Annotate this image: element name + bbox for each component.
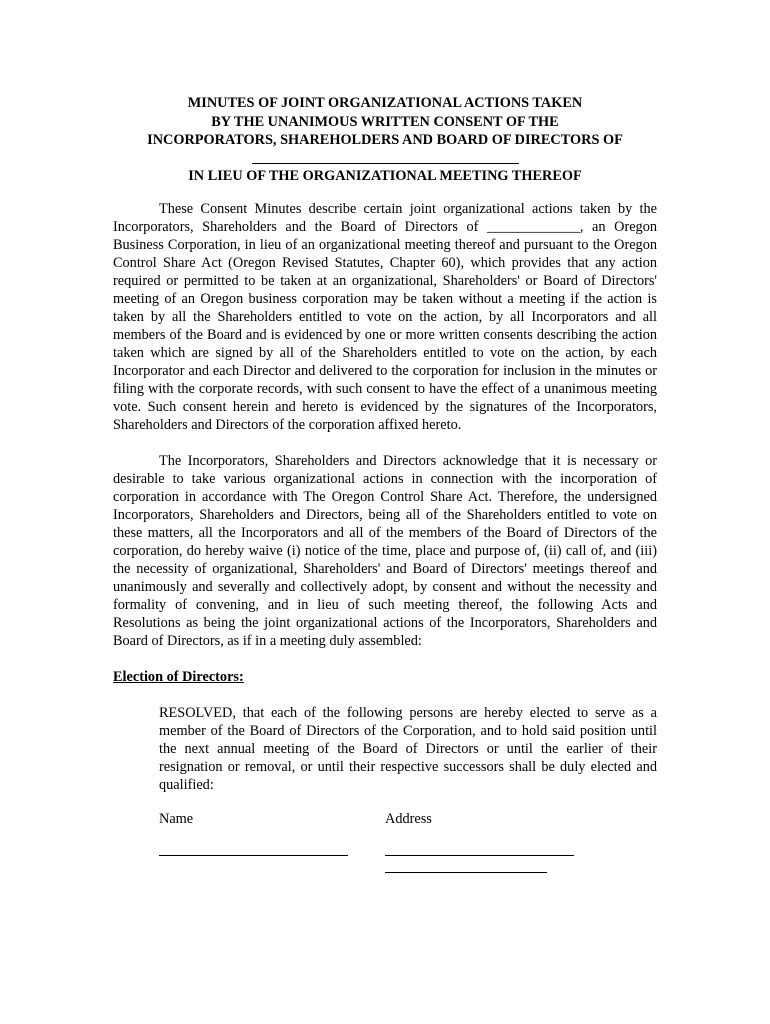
title-line-3: INCORPORATORS, SHAREHOLDERS AND BOARD OF DIRECTORS OF [147, 132, 623, 148]
name-column-label: Name [159, 810, 194, 827]
document-title [113, 94, 657, 150]
name-blank-line[interactable] [159, 855, 348, 856]
resolution-paragraph: RESOLVED, that each of the following persons are hereby elected to serve as a member of the Board of Directors of the Corporation, and to hold said position until the next annual meeting of the Board of Directors or until the earlier of their resignation or removal, or until their respective successors shall be duly elected and qualified: [159, 704, 657, 793]
paragraph-acknowledgement: The Incorporators, Shareholders and Directors acknowledge that it is necessary or desirable to take various organizational actions in connection with the incorporation of corporation in accordance with The Oregon Control Share Act. Therefore, the undersigned Incorporators, Shareholders and Directors, being all of the Shareholders entitled to vote on these matters, all the Incorporators and all of the members of the Board of Directors of the corporation, do hereby waive (i) notice of the time, place and purpose of, (ii) call of, and (iii) the necessity of organizational, Shareholders' and Board of Directors' meetings thereof and unanimously and severally and collectively adopt, by consent and without the necessity and formality of convening, and in lieu of such meeting thereof, the following Acts and Resolutions as being the joint organizational actions of the Incorporators, Shareholders and Board of Directors, as if in a meeting duly assembled: [113, 452, 657, 649]
paragraph-consent-minutes: These Consent Minutes describe certain joint organizational actions taken by the Incorporators, Shareholders and the Board of Directors of _____________, an Oregon Business Corporation, in lieu of an organizational meeting thereof and pursuant to the Oregon Control Share Act (Oregon Revised Statutes, Chapter 60), which provides that any action required or permitted to be taken at an organizational, Shareholders' or Board of Directors' meeting of an Oregon business corporation may be taken without a meeting if the action is taken by all the Shareholders entitled to vote on the action, by all Incorporators and all members of the Board and is evidenced by one or more written consents describing the action taken which are signed by all of the Shareholders entitled to vote on the action, by each Incorporator and each Director and delivered to the corporation for inclusion in the minutes or filing with the corporate records, with such consent to have the effect of a unanimous meeting vote. Such consent herein and hereto is evidenced by the signatures of the Incorporators, Shareholders and Directors of the corporation affixed hereto. [113, 200, 657, 433]
address-blank-line-2[interactable] [385, 872, 547, 873]
address-blank-line-1[interactable] [385, 855, 574, 856]
director-list [113, 810, 657, 900]
title-line-2: BY THE UNANIMOUS WRITTEN CONSENT OF THE [211, 113, 559, 130]
title-line-1: MINUTES OF JOINT ORGANIZATIONAL ACTIONS TAKEN [187, 95, 583, 111]
document-subtitle: IN LIEU OF THE ORGANIZATIONAL MEETING THEREOF [188, 167, 582, 184]
section-heading-election: Election of Directors: [113, 668, 244, 685]
corporation-name-blank[interactable] [252, 153, 519, 164]
address-column-label: Address [385, 810, 432, 827]
